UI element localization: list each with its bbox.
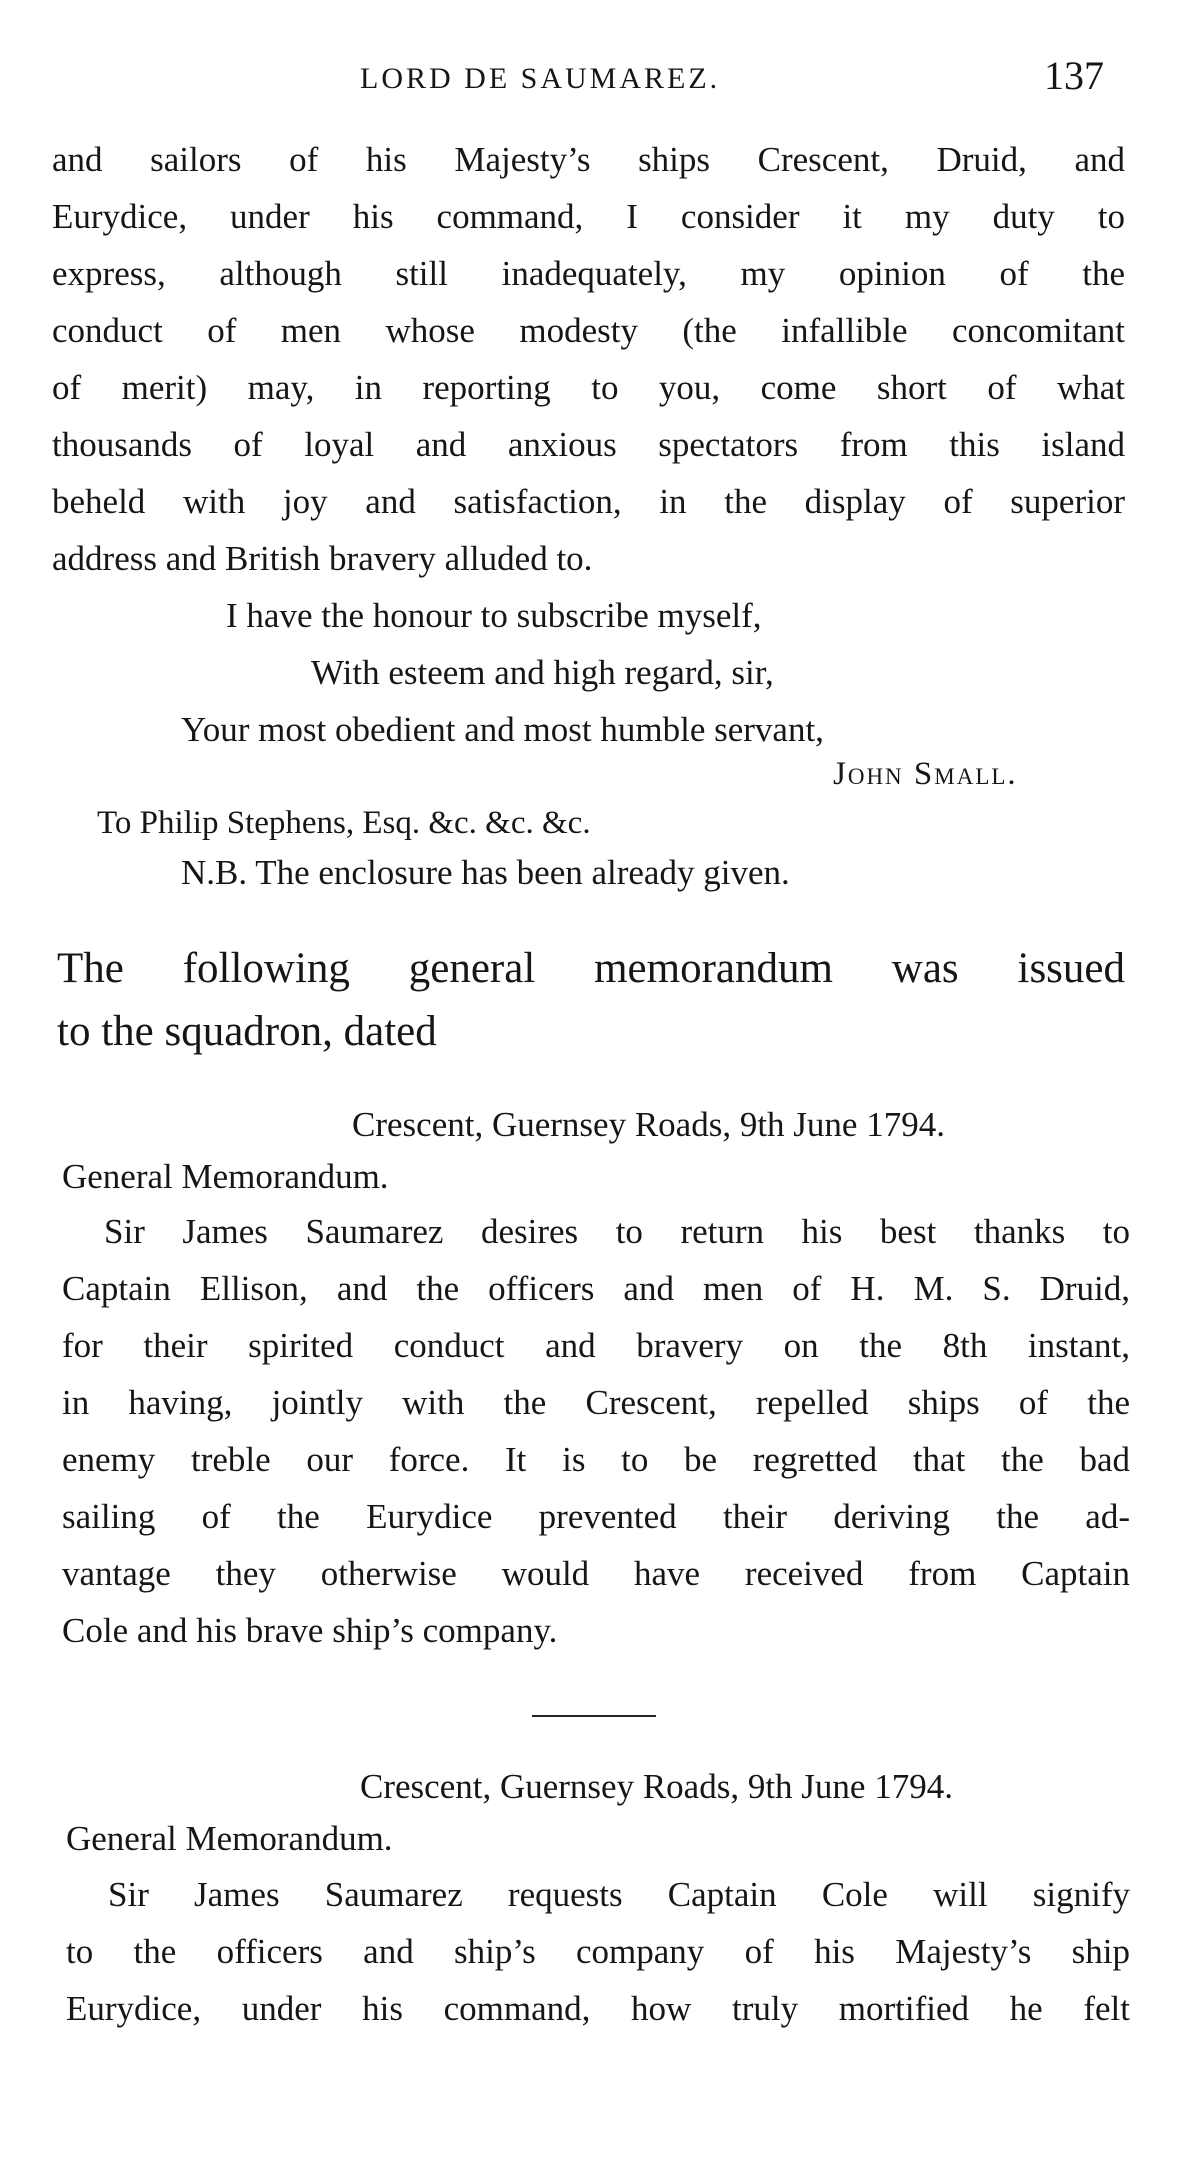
text-line: conduct of men whose modesty (the infallible concomitant (52, 311, 1125, 350)
intro-line: to the squadron, dated (57, 1008, 437, 1055)
text-line: of merit) may, in reporting to you, come short of what (52, 368, 1125, 407)
enclosure-note: N.B. The enclosure has been already given. (181, 853, 790, 892)
letter-paragraph (52, 131, 1125, 587)
memo2-heading: General Memorandum. (66, 1819, 393, 1858)
text-line: address and British bravery alluded to. (52, 539, 593, 578)
closing-line: I have the honour to subscribe myself, (226, 596, 762, 635)
text-line: Cole and his brave ship’s company. (62, 1611, 558, 1650)
memo1-heading: General Memorandum. (62, 1157, 389, 1196)
memo2-paragraph (66, 1866, 1130, 2037)
text-line: express, although still inadequately, my opinion of the (52, 254, 1125, 293)
running-title: LORD DE SAUMAREZ. (360, 62, 721, 95)
text-line: Eurydice, under his command, I consider it my duty to (52, 197, 1125, 236)
memo1-dateline: Crescent, Guernsey Roads, 9th June 1794. (352, 1105, 945, 1144)
text-line: sailing of the Eurydice prevented their deriving the ad- (62, 1497, 1130, 1536)
closing-line: With esteem and high regard, sir, (311, 653, 774, 692)
text-line: to the officers and ship’s company of his Majesty’s ship (66, 1932, 1130, 1971)
text-line: in having, jointly with the Crescent, repelled ships of the (62, 1383, 1130, 1422)
text-line: enemy treble our force. It is to be regretted that the bad (62, 1440, 1130, 1479)
memo1-paragraph (62, 1203, 1130, 1659)
text-line: thousands of loyal and anxious spectators from this island (52, 425, 1125, 464)
text-line: for their spirited conduct and bravery on the 8th instant, (62, 1326, 1130, 1365)
text-line: Eurydice, under his command, how truly mortified he felt (66, 1989, 1130, 2028)
page-header (0, 52, 1204, 102)
intro-paragraph (57, 937, 1125, 1063)
letter-closing (0, 587, 1204, 758)
text-line: Captain Ellison, and the officers and men of H. M. S. Druid, (62, 1269, 1130, 1308)
text-line: Sir James Saumarez requests Captain Cole will signify (108, 1875, 1130, 1914)
intro-line: The following general memorandum was issued (57, 945, 1125, 992)
section-divider (532, 1715, 656, 1717)
text-line: and sailors of his Majesty’s ships Crescent, Druid, and (52, 140, 1125, 179)
signature: John Small. (833, 756, 1018, 792)
closing-line: Your most obedient and most humble servant, (181, 710, 824, 749)
text-line: vantage they otherwise would have received from Captain (62, 1554, 1130, 1593)
page-number: 137 (1044, 53, 1104, 98)
memo2-dateline: Crescent, Guernsey Roads, 9th June 1794. (360, 1767, 953, 1806)
text-line: beheld with joy and satisfaction, in the display of superior (52, 482, 1125, 521)
text-line: Sir James Saumarez desires to return his best thanks to (104, 1212, 1130, 1251)
addressee: To Philip Stephens, Esq. &c. &c. &c. (97, 805, 591, 841)
